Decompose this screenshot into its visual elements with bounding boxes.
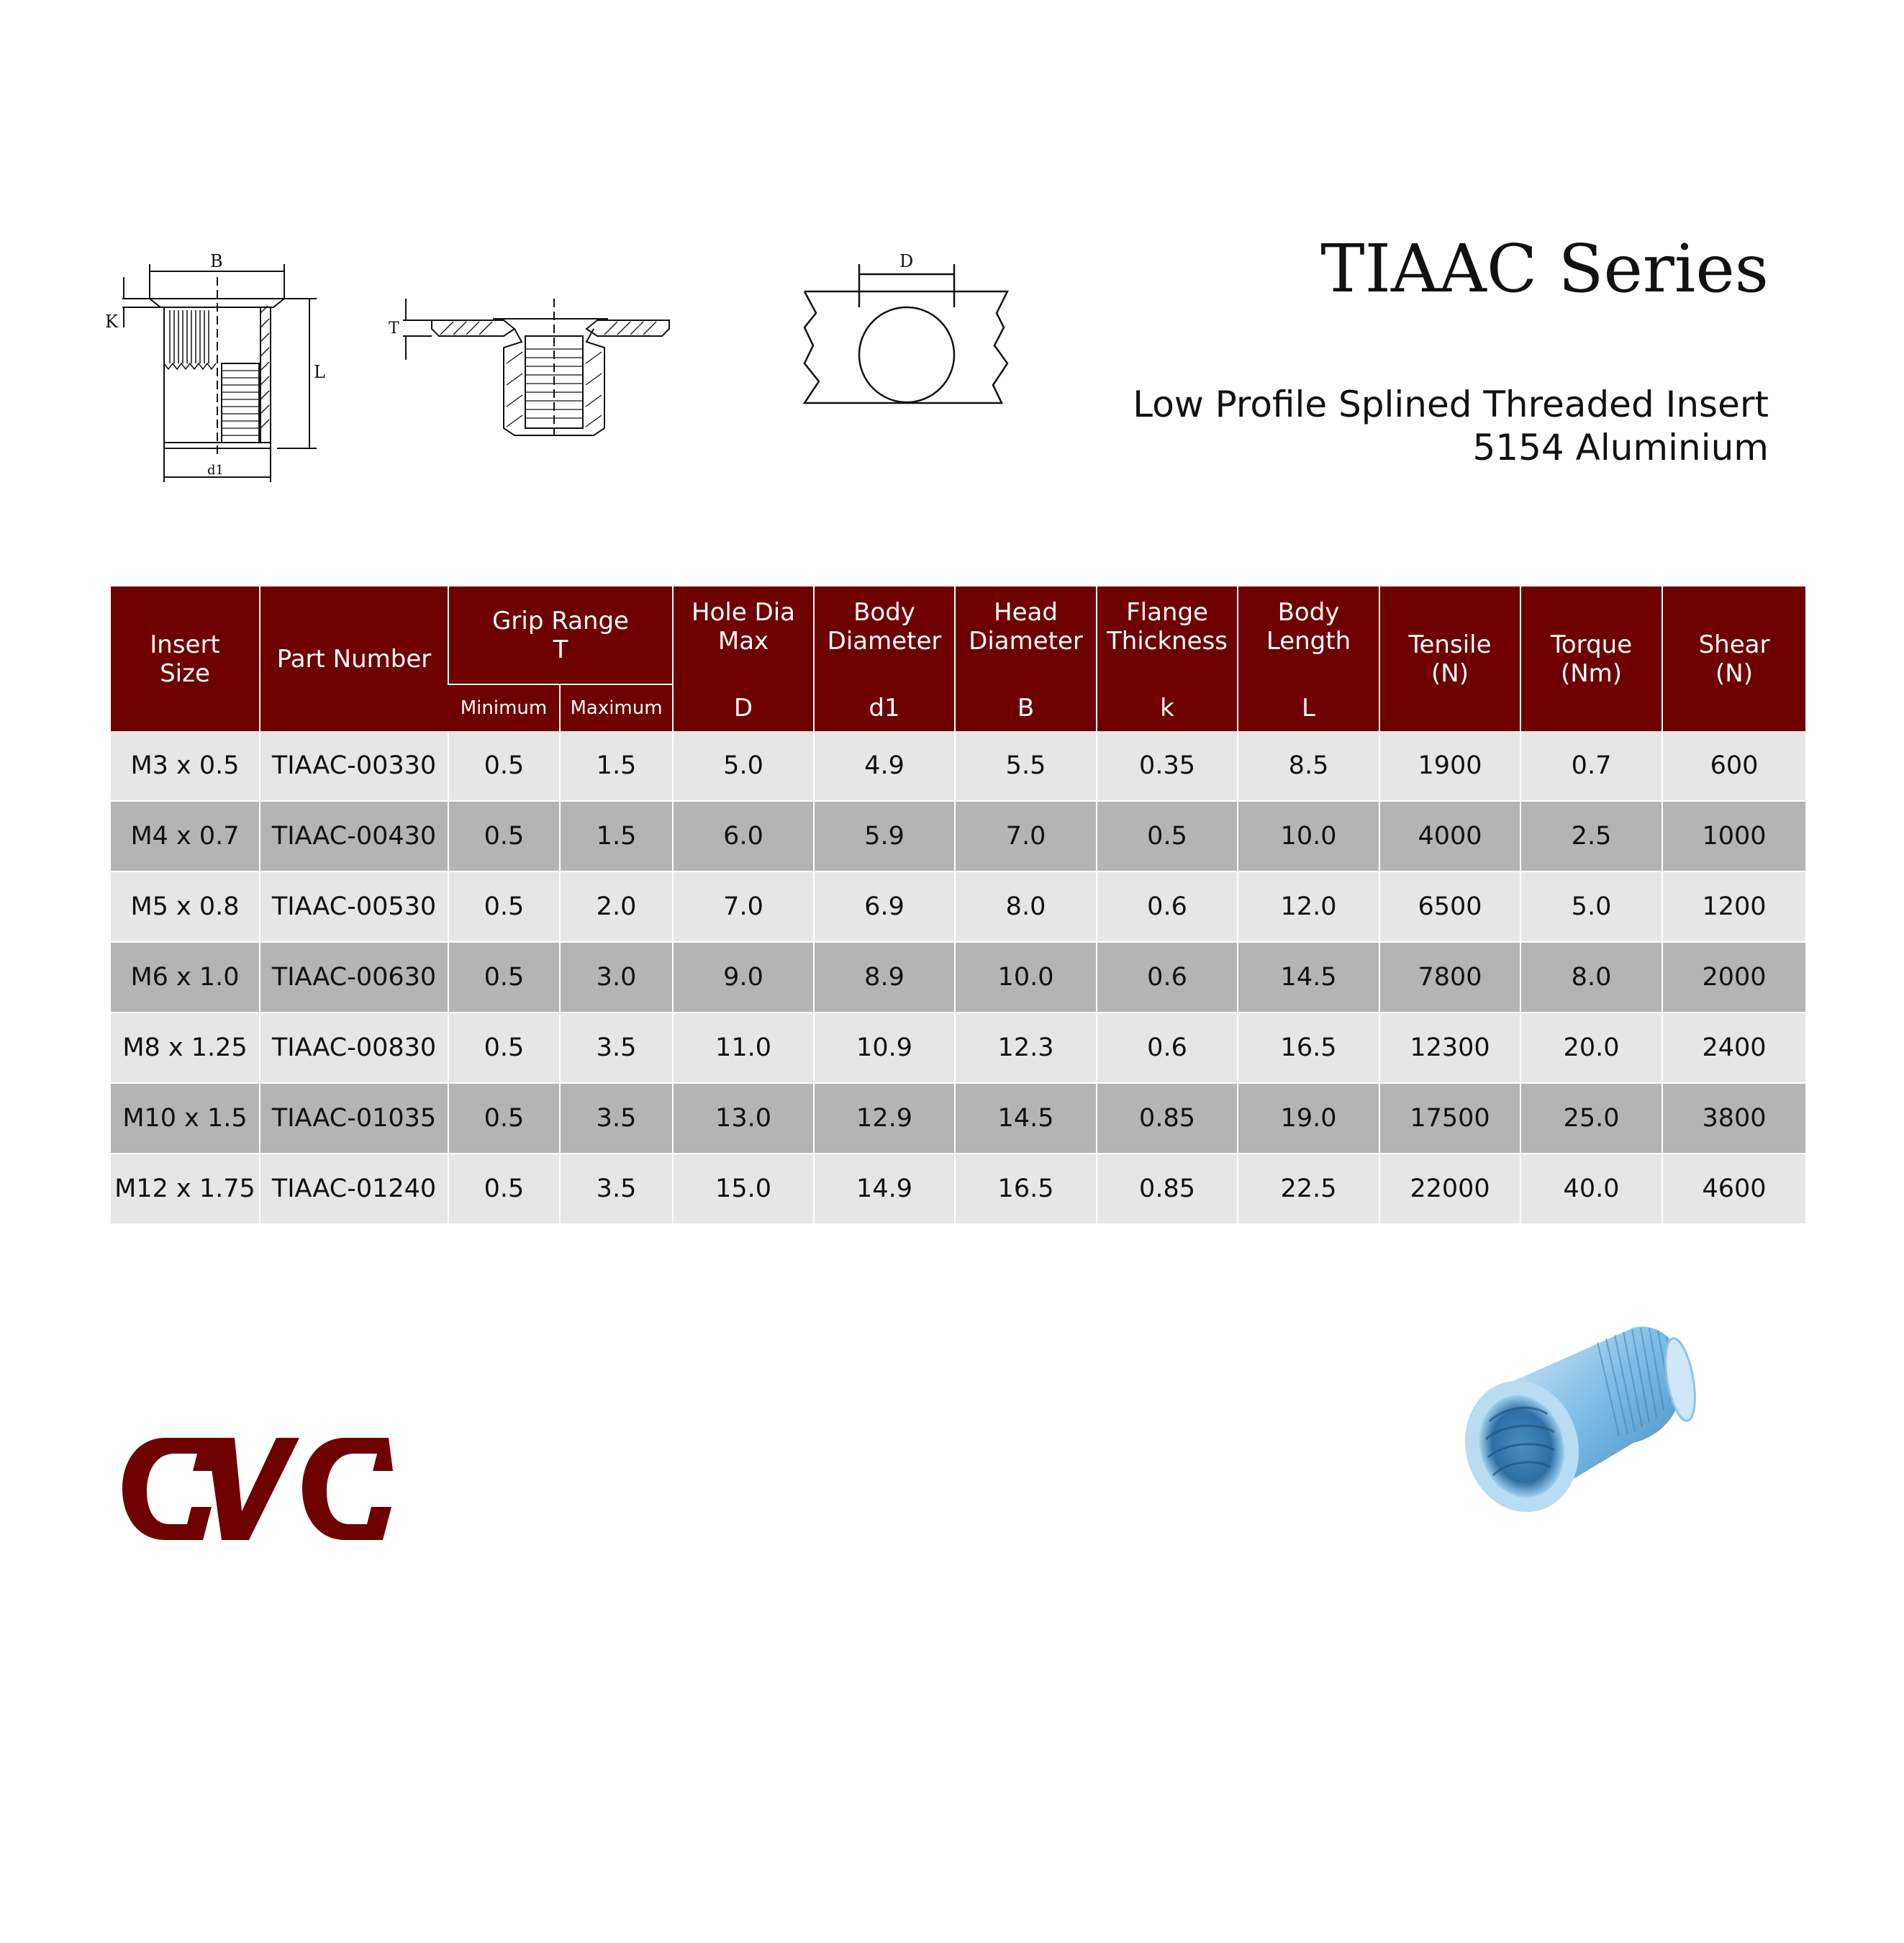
header-part-number: Part Number (260, 586, 448, 731)
cell-body-dia: 10.9 (814, 1013, 955, 1083)
cell-shear: 2000 (1662, 942, 1805, 1013)
table-row (111, 942, 1805, 1013)
cell-shear: 1000 (1662, 801, 1805, 871)
cell-tensile: 4000 (1379, 801, 1520, 871)
label-b: B (210, 251, 223, 271)
subtitle-line-2: 5154 Aluminium (1472, 427, 1769, 468)
cell-head-dia: 5.5 (955, 731, 1097, 801)
cell-body-dia: 8.9 (814, 942, 955, 1013)
cell-body-dia: 5.9 (814, 801, 955, 871)
cell-torque: 8.0 (1520, 942, 1662, 1013)
cell-body-dia: 6.9 (814, 871, 955, 942)
header-shear: Shear (N) (1662, 586, 1805, 731)
cell-body-length: 12.0 (1238, 871, 1379, 942)
cell-insert-size: M4 x 0.7 (111, 801, 260, 871)
cell-tensile: 22000 (1379, 1154, 1520, 1224)
header-grip-range: Grip Range T (448, 586, 673, 684)
header-torque: Torque (Nm) (1520, 586, 1662, 731)
header-symbol-b: B (955, 684, 1097, 731)
label-d: D (899, 251, 914, 271)
cell-part-number: TIAAC-00430 (260, 801, 448, 871)
header-symbol-d1: d1 (814, 684, 955, 731)
label-t: T (389, 320, 399, 338)
cell-grip-max: 2.0 (560, 871, 673, 942)
cell-insert-size: M3 x 0.5 (111, 731, 260, 801)
cell-tensile: 1900 (1379, 731, 1520, 801)
cell-body-length: 8.5 (1238, 731, 1379, 801)
header-flange-thickness: Flange Thickness (1097, 586, 1238, 684)
cell-grip-max: 3.5 (560, 1154, 673, 1224)
header-body-diameter: Body Diameter (814, 586, 955, 684)
cell-hole-dia: 9.0 (673, 942, 814, 1013)
cell-grip-max: 3.0 (560, 942, 673, 1013)
cell-head-dia: 14.5 (955, 1083, 1097, 1154)
cell-tensile: 12300 (1379, 1013, 1520, 1083)
cell-insert-size: M10 x 1.5 (111, 1083, 260, 1154)
cell-head-dia: 12.3 (955, 1013, 1097, 1083)
cell-head-dia: 16.5 (955, 1154, 1097, 1224)
cell-torque: 25.0 (1520, 1083, 1662, 1154)
cell-shear: 600 (1662, 731, 1805, 801)
cell-tensile: 7800 (1379, 942, 1520, 1013)
cell-hole-dia: 5.0 (673, 731, 814, 801)
cell-part-number: TIAAC-00530 (260, 871, 448, 942)
cell-part-number: TIAAC-00330 (260, 731, 448, 801)
cvc-logo (122, 1432, 403, 1547)
cell-grip-min: 0.5 (448, 1154, 560, 1224)
cell-head-dia: 7.0 (955, 801, 1097, 871)
header-minimum: Minimum (448, 684, 560, 731)
insert-section-drawing (101, 248, 345, 493)
cell-part-number: TIAAC-01035 (260, 1083, 448, 1154)
cell-flange: 0.6 (1097, 942, 1238, 1013)
cell-part-number: TIAAC-00830 (260, 1013, 448, 1083)
label-l: L (314, 362, 325, 382)
spec-table (111, 586, 1805, 1225)
cell-grip-max: 1.5 (560, 801, 673, 871)
cell-flange: 0.85 (1097, 1083, 1238, 1154)
cell-insert-size: M12 x 1.75 (111, 1154, 260, 1224)
header-symbol-d: D (673, 684, 814, 731)
table-row (111, 801, 1805, 871)
cell-hole-dia: 11.0 (673, 1013, 814, 1083)
table-row (111, 1013, 1805, 1083)
rivet-nut-body (1451, 1326, 1700, 1525)
label-k: K (105, 312, 118, 332)
header-insert-size: Insert Size (111, 586, 260, 731)
cell-head-dia: 8.0 (955, 871, 1097, 942)
table-row (111, 1154, 1805, 1224)
header-tensile: Tensile (N) (1379, 586, 1520, 731)
cell-hole-dia: 7.0 (673, 871, 814, 942)
cell-flange: 0.6 (1097, 1013, 1238, 1083)
cell-body-dia: 12.9 (814, 1083, 955, 1154)
cell-shear: 2400 (1662, 1013, 1805, 1083)
cell-grip-min: 0.5 (448, 801, 560, 871)
header-body-length: Body Length (1238, 586, 1379, 684)
cell-insert-size: M6 x 1.0 (111, 942, 260, 1013)
table-body (111, 731, 1805, 1224)
table-row (111, 871, 1805, 942)
cell-insert-size: M5 x 0.8 (111, 871, 260, 942)
cell-shear: 4600 (1662, 1154, 1805, 1224)
series-title: TIAAC Series (1320, 230, 1769, 307)
cell-torque: 2.5 (1520, 801, 1662, 871)
label-d1: d1 (207, 463, 224, 478)
cell-body-dia: 14.9 (814, 1154, 955, 1224)
cell-grip-min: 0.5 (448, 731, 560, 801)
cell-grip-min: 0.5 (448, 871, 560, 942)
cell-torque: 0.7 (1520, 731, 1662, 801)
cell-grip-max: 3.5 (560, 1013, 673, 1083)
cell-tensile: 17500 (1379, 1083, 1520, 1154)
cell-part-number: TIAAC-00630 (260, 942, 448, 1013)
cell-part-number: TIAAC-01240 (260, 1154, 448, 1224)
product-image (1446, 1313, 1713, 1529)
cell-torque: 40.0 (1520, 1154, 1662, 1224)
header-symbol-k: k (1097, 684, 1238, 731)
cell-hole-dia: 13.0 (673, 1083, 814, 1154)
cell-shear: 3800 (1662, 1083, 1805, 1154)
cell-head-dia: 10.0 (955, 942, 1097, 1013)
cell-body-length: 10.0 (1238, 801, 1379, 871)
cell-grip-min: 0.5 (448, 1013, 560, 1083)
cell-body-length: 16.5 (1238, 1013, 1379, 1083)
cell-torque: 20.0 (1520, 1013, 1662, 1083)
cell-flange: 0.85 (1097, 1154, 1238, 1224)
cell-flange: 0.35 (1097, 731, 1238, 801)
table-row (111, 1083, 1805, 1154)
cell-hole-dia: 15.0 (673, 1154, 814, 1224)
header-head-diameter: Head Diameter (955, 586, 1097, 684)
cell-body-length: 22.5 (1238, 1154, 1379, 1224)
subtitle-line-1: Low Profile Splined Threaded Insert (1133, 384, 1769, 425)
cell-grip-min: 0.5 (448, 1083, 560, 1154)
header-hole-dia: Hole Dia Max (673, 586, 814, 684)
cell-tensile: 6500 (1379, 871, 1520, 942)
header-maximum: Maximum (560, 684, 673, 731)
cell-body-dia: 4.9 (814, 731, 955, 801)
cell-torque: 5.0 (1520, 871, 1662, 942)
cell-grip-max: 3.5 (560, 1083, 673, 1154)
table-row (111, 731, 1805, 801)
cell-body-length: 14.5 (1238, 942, 1379, 1013)
subtitle (1133, 383, 1769, 469)
cell-hole-dia: 6.0 (673, 801, 814, 871)
cell-insert-size: M8 x 1.25 (111, 1013, 260, 1083)
cell-flange: 0.6 (1097, 871, 1238, 942)
installed-insert-drawing (389, 291, 691, 443)
cell-grip-min: 0.5 (448, 942, 560, 1013)
cell-flange: 0.5 (1097, 801, 1238, 871)
cell-body-length: 19.0 (1238, 1083, 1379, 1154)
cell-shear: 1200 (1662, 871, 1805, 942)
header-symbol-l: L (1238, 684, 1379, 731)
hole-drawing (792, 248, 1022, 435)
cell-grip-max: 1.5 (560, 731, 673, 801)
